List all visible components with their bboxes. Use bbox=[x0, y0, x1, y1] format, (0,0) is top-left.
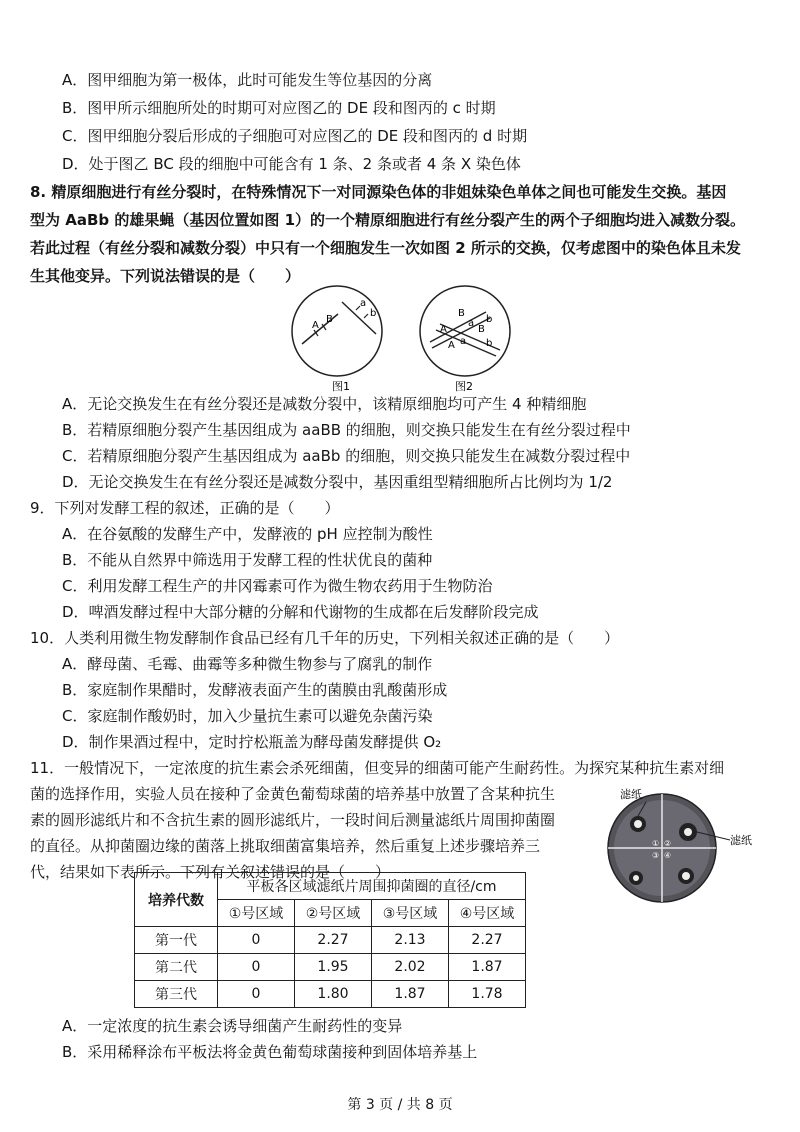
q11-stem-line-1: 11．一般情况下，一定浓度的抗生素会杀死细菌，但变异的细菌可能产生耐药性。为探究某种抗生素对细 bbox=[30, 759, 725, 777]
fig2-label-b-3: b bbox=[486, 314, 493, 325]
region-label-2: ② bbox=[664, 839, 672, 848]
q10-option-d: D．制作果酒过程中，定时拧松瓶盖为酵母菌发酵提供 O₂ bbox=[62, 733, 442, 751]
q11-option-a: A．一定浓度的抗生素会诱导细菌产生耐药性的变异 bbox=[62, 1017, 403, 1035]
column-header: ③号区域 bbox=[372, 900, 449, 927]
table-cell: 2.27 bbox=[449, 927, 526, 954]
q9-option-c: C．利用发酵工程生产的井冈霉素可作为微生物农药用于生物防治 bbox=[62, 577, 493, 595]
filter-disc-2 bbox=[679, 823, 697, 841]
row-label: 第二代 bbox=[135, 954, 218, 981]
q9-option-b: B．不能从自然界中筛选用于发酵工程的性状优良的菌种 bbox=[62, 551, 433, 569]
q10-option-a: A．酵母菌、毛霉、曲霉等多种微生物参与了腐乳的制作 bbox=[62, 655, 433, 673]
fig2-label-b-2: B bbox=[478, 324, 485, 335]
figure-1-cell bbox=[292, 286, 382, 376]
q11-option-b: B．采用稀释涂布平板法将金黄色葡萄球菌接种到固体培养基上 bbox=[62, 1043, 478, 1061]
fig1-label-b-lower: b bbox=[370, 308, 377, 319]
fig1-caption: 图1 bbox=[332, 380, 350, 393]
fig2-label-b-1: B bbox=[458, 308, 465, 319]
table-header-row bbox=[135, 873, 526, 900]
q8-stem-line-2: 型为 AaBb 的雄果蝇（基因位置如图 1）的一个精原细胞进行有丝分裂产生的两个子细胞均进入减数分裂。 bbox=[30, 211, 746, 229]
q9-stem: 9．下列对发酵工程的叙述，正确的是（ ） bbox=[30, 499, 340, 517]
column-header: ①号区域 bbox=[218, 900, 295, 927]
column-header: ④号区域 bbox=[449, 900, 526, 927]
table-cell: 2.27 bbox=[295, 927, 372, 954]
table-cell: 1.78 bbox=[449, 981, 526, 1008]
table-row bbox=[135, 927, 526, 954]
fig2-label-a-2: A bbox=[448, 340, 455, 351]
table-cell: 2.02 bbox=[372, 954, 449, 981]
q9-option-a: A．在谷氨酸的发酵生产中，发酵液的 pH 应控制为酸性 bbox=[62, 525, 433, 543]
petri-dish-figure bbox=[590, 786, 775, 904]
q8-stem-line-3: 若此过程（有丝分裂和减数分裂）中只有一个细胞发生一次如图 2 所示的交换，仅考虑图中的染色体且未发 bbox=[30, 239, 741, 257]
table-row bbox=[135, 954, 526, 981]
q10-option-b: B．家庭制作果醋时，发酵液表面产生的菌膜由乳酸菌形成 bbox=[62, 681, 448, 699]
table-cell: 1.95 bbox=[295, 954, 372, 981]
fig2-caption: 图2 bbox=[455, 380, 473, 393]
fig2-label-a-3: a bbox=[468, 318, 475, 329]
q10-stem: 10．人类利用微生物发酵制作食品已经有几千年的历史，下列相关叙述正确的是（ ） bbox=[30, 629, 620, 647]
dish-label-right: 滤纸 bbox=[730, 834, 752, 847]
q8-stem-line-1: 8. 精原细胞进行有丝分裂时，在特殊情况下一对同源染色体的非姐妹染色单体之间也可能发生交换。基因 bbox=[30, 183, 727, 201]
q8-option-a: A．无论交换发生在有丝分裂还是减数分裂中，该精原细胞均可产生 4 种精细胞 bbox=[62, 395, 587, 413]
table-cell: 2.13 bbox=[372, 927, 449, 954]
table-cell: 1.80 bbox=[295, 981, 372, 1008]
q7-option-a: A．图甲细胞为第一极体，此时可能发生等位基因的分离 bbox=[62, 71, 433, 89]
page-footer: 第 3 页 / 共 8 页 bbox=[347, 1097, 453, 1113]
filter-disc-1 bbox=[630, 816, 646, 832]
q9-option-d: D．啤酒发酵过程中大部分糖的分解和代谢物的生成都在后发酵阶段完成 bbox=[62, 603, 539, 621]
q8-option-c: C．若精原细胞分裂产生基因组成为 aaBb 的细胞，则交换只能发生在减数分裂过程中 bbox=[62, 447, 631, 465]
q11-stem-line-5: 代，结果如下表所示。下列有关叙述错误的是（ ） bbox=[30, 863, 391, 881]
table-cell: 0 bbox=[218, 981, 295, 1008]
q10-option-c: C．家庭制作酸奶时，加入少量抗生素可以避免杂菌污染 bbox=[62, 707, 433, 725]
fig1-label-a-lower: a bbox=[360, 298, 367, 309]
row-label: 第一代 bbox=[135, 927, 218, 954]
filter-disc-3 bbox=[629, 871, 643, 885]
table-cell: 1.87 bbox=[372, 981, 449, 1008]
table-row bbox=[135, 981, 526, 1008]
fig2-label-b-4: b bbox=[486, 338, 493, 349]
q8-option-d: D．无论交换发生在有丝分裂还是减数分裂中，基因重组型精细胞所占比例均为 1/2 bbox=[62, 473, 613, 491]
table-cell: 1.87 bbox=[449, 954, 526, 981]
q8-option-b: B．若精原细胞分裂产生基因组成为 aaBB 的细胞，则交换只能发生在有丝分裂过程中 bbox=[62, 421, 631, 439]
corner-header: 培养代数 bbox=[135, 873, 218, 927]
q11-stem-line-2: 菌的选择作用，实验人员在接种了金黄色葡萄球菌的培养基中放置了含某种抗生 bbox=[30, 785, 556, 803]
q11-stem-line-4: 的直径。从抑菌圈边缘的菌落上挑取细菌富集培养，然后重复上述步骤培养三 bbox=[30, 837, 541, 855]
q8-stem-line-4: 生其他变异。下列说法错误的是（ ） bbox=[30, 267, 301, 285]
fig1-label-a-upper: A bbox=[312, 320, 319, 331]
q7-option-b: B．图甲所示细胞所处的时期可对应图乙的 DE 段和图丙的 c 时期 bbox=[62, 99, 496, 117]
q7-option-d: D．处于图乙 BC 段的细胞中可能含有 1 条、2 条或者 4 条 X 染色体 bbox=[62, 155, 521, 173]
table-cell: 0 bbox=[218, 927, 295, 954]
region-label-1: ① bbox=[652, 839, 660, 848]
q8-figures bbox=[290, 284, 530, 394]
region-label-4: ④ bbox=[664, 851, 672, 860]
fig1-label-b-upper: B bbox=[326, 314, 333, 325]
column-header: ②号区域 bbox=[295, 900, 372, 927]
figure-2-cell bbox=[420, 286, 510, 376]
region-label-3: ③ bbox=[652, 851, 660, 860]
q7-option-c: C．图甲细胞分裂后形成的子细胞可对应图乙的 DE 段和图丙的 d 时期 bbox=[62, 127, 528, 145]
table-cell: 0 bbox=[218, 954, 295, 981]
q11-stem-line-3: 素的圆形滤纸片和不含抗生素的圆形滤纸片，一段时间后测量滤纸片周围抑菌圈 bbox=[30, 811, 556, 829]
fig2-label-a-1: A bbox=[440, 324, 447, 335]
group-header: 平板各区域滤纸片周围抑菌圈的直径/cm bbox=[218, 873, 526, 900]
fig2-label-a-4: a bbox=[460, 336, 467, 347]
results-table bbox=[134, 872, 526, 1008]
filter-disc-4 bbox=[678, 868, 694, 884]
dish-label-top: 滤纸 bbox=[620, 788, 642, 801]
row-label: 第三代 bbox=[135, 981, 218, 1008]
